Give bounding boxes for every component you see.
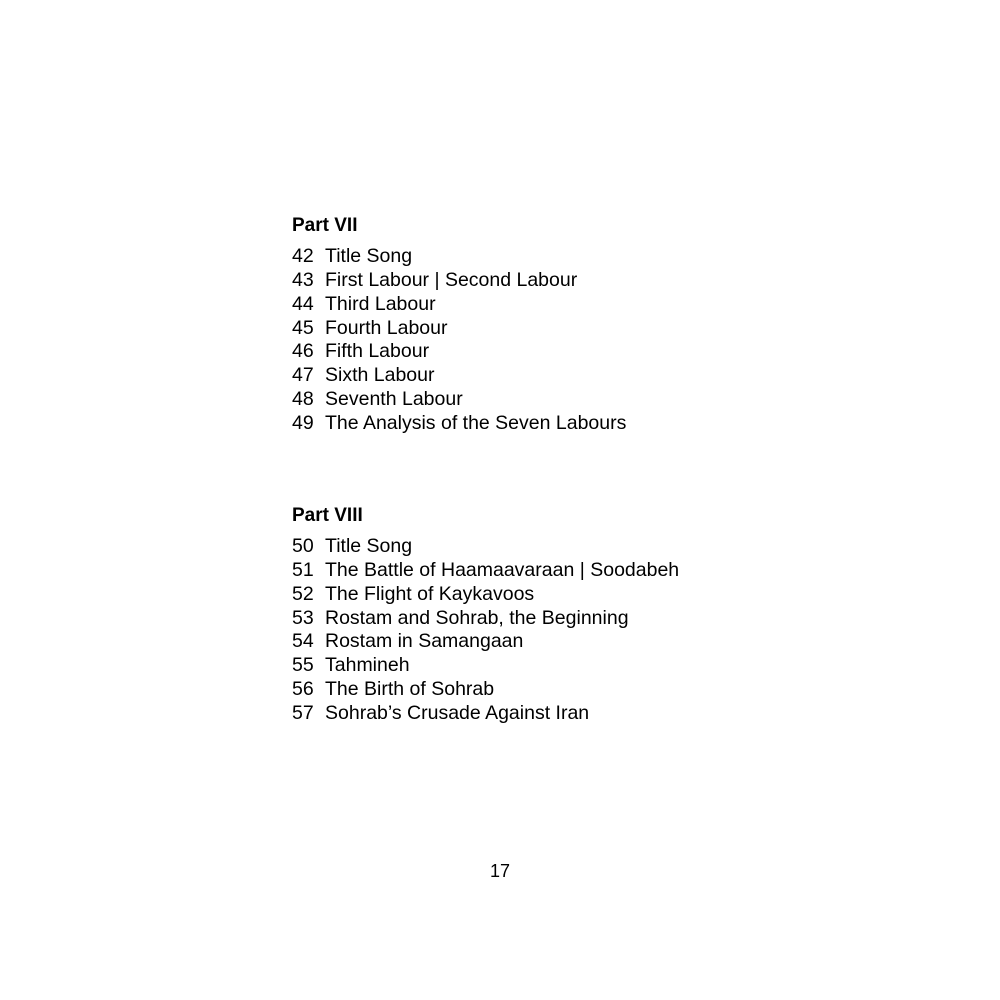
- track-item: [292, 535, 952, 559]
- track-number: 53: [292, 606, 314, 629]
- track-item: [292, 583, 952, 607]
- track-title: Rostam and Sohrab, the Beginning: [325, 606, 629, 629]
- track-number: 52: [292, 582, 314, 605]
- track-title: Sixth Labour: [325, 364, 435, 387]
- track-title: Tahmineh: [325, 654, 410, 677]
- page-number: 17: [489, 861, 511, 881]
- track-number: 51: [292, 558, 314, 581]
- part-title: Part VIII: [292, 505, 363, 526]
- part-section: [292, 504, 952, 726]
- track-title: Seventh Labour: [325, 388, 463, 411]
- track-number: 45: [292, 316, 314, 339]
- track-item: [292, 364, 952, 388]
- track-item: [292, 317, 952, 341]
- track-item: [292, 340, 952, 364]
- track-number: 49: [292, 411, 314, 434]
- track-number: 55: [292, 654, 314, 677]
- track-number: 56: [292, 678, 314, 701]
- track-number: 57: [292, 701, 314, 724]
- track-number: 46: [292, 340, 314, 363]
- track-item: [292, 654, 952, 678]
- track-item: [292, 702, 952, 726]
- part-title: Part VII: [292, 215, 358, 236]
- track-item: [292, 678, 952, 702]
- track-title: Rostam in Samangaan: [325, 630, 524, 653]
- track-title: Fourth Labour: [325, 316, 448, 339]
- track-number: 48: [292, 388, 314, 411]
- track-title: The Flight of Kaykavoos: [325, 582, 535, 605]
- track-title: Title Song: [325, 245, 413, 267]
- track-title: Title Song: [325, 535, 413, 557]
- track-number: 47: [292, 364, 314, 387]
- track-number: 54: [292, 630, 314, 653]
- track-item: [292, 630, 952, 654]
- track-item: [292, 412, 952, 436]
- track-list: [292, 245, 952, 436]
- track-title: First Labour | Second Labour: [325, 268, 578, 291]
- track-number: 44: [292, 292, 314, 315]
- track-number: 42: [292, 245, 314, 267]
- track-item: [292, 388, 952, 412]
- track-item: [292, 607, 952, 631]
- track-title: Sohrab’s Crusade Against Iran: [325, 701, 590, 724]
- track-title: The Battle of Haamaavaraan | Soodabeh: [325, 558, 680, 581]
- track-title: The Birth of Sohrab: [325, 678, 495, 701]
- track-title: The Analysis of the Seven Labours: [325, 411, 627, 434]
- track-item: [292, 293, 952, 317]
- track-item: [292, 559, 952, 583]
- track-item: [292, 269, 952, 293]
- track-title: Fifth Labour: [325, 340, 430, 363]
- track-item: [292, 245, 952, 269]
- track-number: 50: [292, 535, 314, 557]
- track-number: 43: [292, 268, 314, 291]
- part-section: [292, 214, 952, 436]
- track-title: Third Labour: [325, 292, 436, 315]
- track-list: [292, 535, 952, 726]
